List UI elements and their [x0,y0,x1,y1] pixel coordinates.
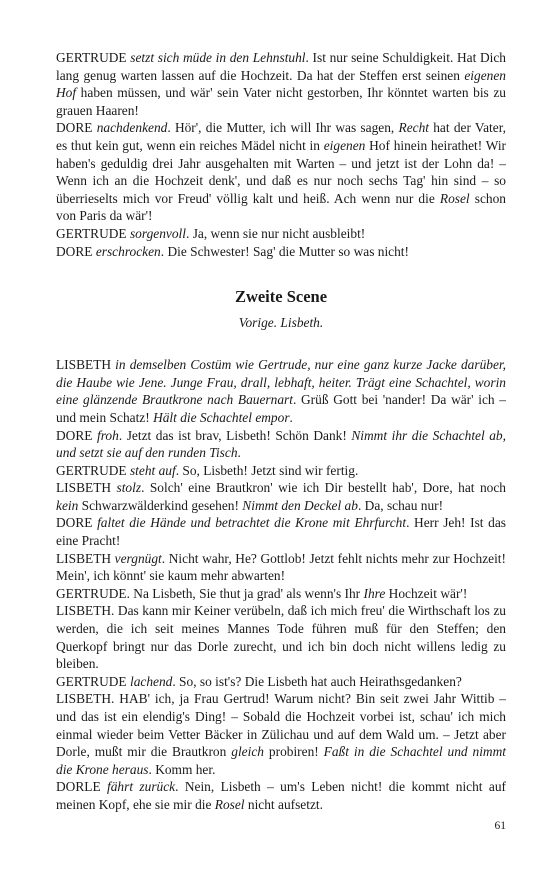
dialogue-text: GERTRUDE [56,225,130,241]
dialogue-text: . [237,445,241,461]
dialogue-text: . Grüß Gott bei 'nander! Da wär' ich – und mein Schatz! [56,392,506,425]
dialogue-text: Hochzeit wär'! [385,585,468,601]
dialogue-text: DORE [56,243,96,259]
dialogue-text: . Jetzt das ist brav, Lisbeth! Schön Dank! [118,427,352,443]
page-body [56,49,506,814]
dialogue-text: DORE [56,120,97,136]
dialogue-text: schon von Paris da wär'! [56,190,506,224]
dialogue-text: LISBETH. HAB' ich, ja Frau Gertrud! Warum nicht? Bin seit zwei Jahr Wittib – und das ist ein elendig's Ding! – Sobald die Hochzeit vorbei ist, schau' ich mich einmal wieder beim Vetter Bäcker in Zülichau und auf dem Wald um. – Jetzt aber Dorle, mußt mir die Brautkron [56,691,506,760]
dialogue-text: . Ist nur seine Schuldigkeit. Hat Dich lang genug warten lassen auf die Hochzeit. Da hat der Steffen erst seinen [56,50,506,83]
stage-direction: in demselben Costüm wie Gertrude, nur eine ganz kurze Jacke darüber, die Haube wie Jene. Junge Frau, drall, lebhaft, heiter. Trägt eine Schachtel, worin eine glänzende Brautkrone nach Bauernart [56,357,506,408]
dialogue-paragraph [56,479,506,514]
stage-direction: erschrocken [95,243,161,259]
dialogue-text: GERTRUDE [56,462,130,478]
stage-direction: steht auf [129,462,176,478]
spacer [56,332,506,356]
dialogue-text: . So, so ist's? Die Lisbeth hat auch Heirathsgedanken? [172,673,462,689]
dialogue-paragraph [56,243,506,261]
dialogue-paragraph [56,427,506,462]
stage-direction: Hält die Schachtel empor [153,409,290,425]
dialogue-text: GERTRUDE [56,673,130,689]
dialogue-text: nicht aufsetzt. [244,796,323,812]
dialogue-paragraph [56,119,506,225]
stage-direction: froh [97,427,119,443]
dialogue-text: DORE [56,515,98,531]
dialogue-block-2 [56,356,506,813]
dialogue-paragraph [56,356,506,426]
dialogue-text: GERTRUDE [56,50,131,65]
dialogue-text: LISBETH [56,550,115,566]
dialogue-text: Hof hinein heirathet! Wir haben's geduldig drei Jahr ausgehalten mit Warten – und jetzt ist der Lohn da! – Wenn ich an die Hochzeit denk', und daß es nur noch sechs Tag' hin sind – so überrieselts mich vor Freud' völlig kalt und heiß. Ach wenn nur die [56,137,507,206]
stage-direction: Nimmt ihr die Schachtel ab, und setzt sie auf den runden Tisch [56,427,506,461]
dialogue-text: . Ja, wenn sie nur nicht ausbleibt! [186,225,366,241]
stage-direction: Recht [398,120,429,136]
dialogue-text: haben müssen, und wär' sein Vater nicht gestorben, Ihr könntet warten bis zu grauen Haaren! [56,85,506,118]
dialogue-text: DORE [56,427,97,443]
stage-direction: fährt zurück [107,779,176,795]
dialogue-text: Schwarzwälderkind gesehen! [78,497,243,513]
stage-direction: gleich [231,744,264,760]
dialogue-text: . So, Lisbeth! Jetzt sind wir fertig. [175,462,359,478]
page-number: 61 [494,820,506,832]
stage-direction: eigenen Hof [56,67,506,101]
dialogue-text: . [289,409,293,425]
dialogue-text: LISBETH [56,357,116,373]
dialogue-paragraph [56,690,506,778]
dialogue-text: DORLE [56,779,107,795]
dialogue-paragraph [56,550,506,585]
dialogue-text: . Die Schwester! Sag' die Mutter so was nicht! [160,243,409,259]
stage-direction: kein [56,497,79,513]
stage-direction: nachdenkend [96,120,168,136]
stage-direction: Nimmt den Deckel ab [242,497,358,513]
dialogue-block-1 [56,49,506,260]
dialogue-paragraph [56,462,506,480]
stage-direction: vergnügt [114,550,162,566]
dialogue-text: GERTRUDE. Na Lisbeth, Sie thut ja grad' als wenn's Ihr [56,585,364,601]
stage-direction: setzt sich müde in den Lehnstuhl [130,50,306,65]
dialogue-text: . Komm her. [148,761,216,777]
dialogue-text: LISBETH [56,480,117,496]
dialogue-text: . Nicht wahr, He? Gottlob! Jetzt fehlt nichts mehr zur Hochzeit! Mein', ich könnt' sie kaum mehr abwarten! [56,550,506,584]
stage-direction: Faßt in die Schachtel und nimmt die Krone heraus [56,744,506,777]
dialogue-paragraph [56,225,506,243]
dialogue-text: LISBETH. Das kann mir Keiner verübeln, daß ich mich freu' die Wirthschaft los zu werden, die ich seit meines Mannes Tode führen muß für den Steffen; den Querkopf bringt nur das Dorle zurecht, und ich bin doch nicht willens ledig zu bleiben. [56,603,506,672]
dialogue-text: . Solch' eine Brautkron' wie ich Dir bestellt hab', Dore, hat noch [141,480,506,496]
dialogue-text: hat der Vater, es thut kein gut, wenn ein reiches Mädel nicht in [56,120,506,153]
dialogue-text: probiren! [263,744,324,760]
dialogue-paragraph [56,514,506,549]
dialogue-text: . Nein, Lisbeth – um's Leben nicht! die kommt nicht auf meinen Kopf, ehe sie mir die [56,779,506,812]
stage-direction: Rosel [214,796,245,812]
dialogue-text: . Herr Jeh! Ist das eine Pracht! [56,515,506,549]
stage-direction: lachend [129,673,173,689]
dialogue-paragraph [56,673,506,691]
stage-direction: Rosel [439,190,470,206]
dialogue-paragraph [56,585,506,603]
stage-direction: Ihre [363,585,386,601]
stage-direction: faltet die Hände und betrachtet die Krone mit Ehrfurcht [97,515,407,531]
scene-title: Zweite Scene [234,287,328,307]
dialogue-text: . Da, schau nur! [357,497,444,513]
dialogue-paragraph [56,778,506,813]
dialogue-text: . Hör', die Mutter, ich will Ihr was sagen, [167,120,399,136]
dialogue-paragraph [56,602,506,672]
dialogue-paragraph [56,49,506,119]
stage-direction: stolz [116,480,142,496]
stage-direction: eigenen [323,137,366,153]
scene-subtitle: Vorige. Lisbeth. [238,315,324,331]
stage-direction: sorgenvoll [129,225,187,241]
